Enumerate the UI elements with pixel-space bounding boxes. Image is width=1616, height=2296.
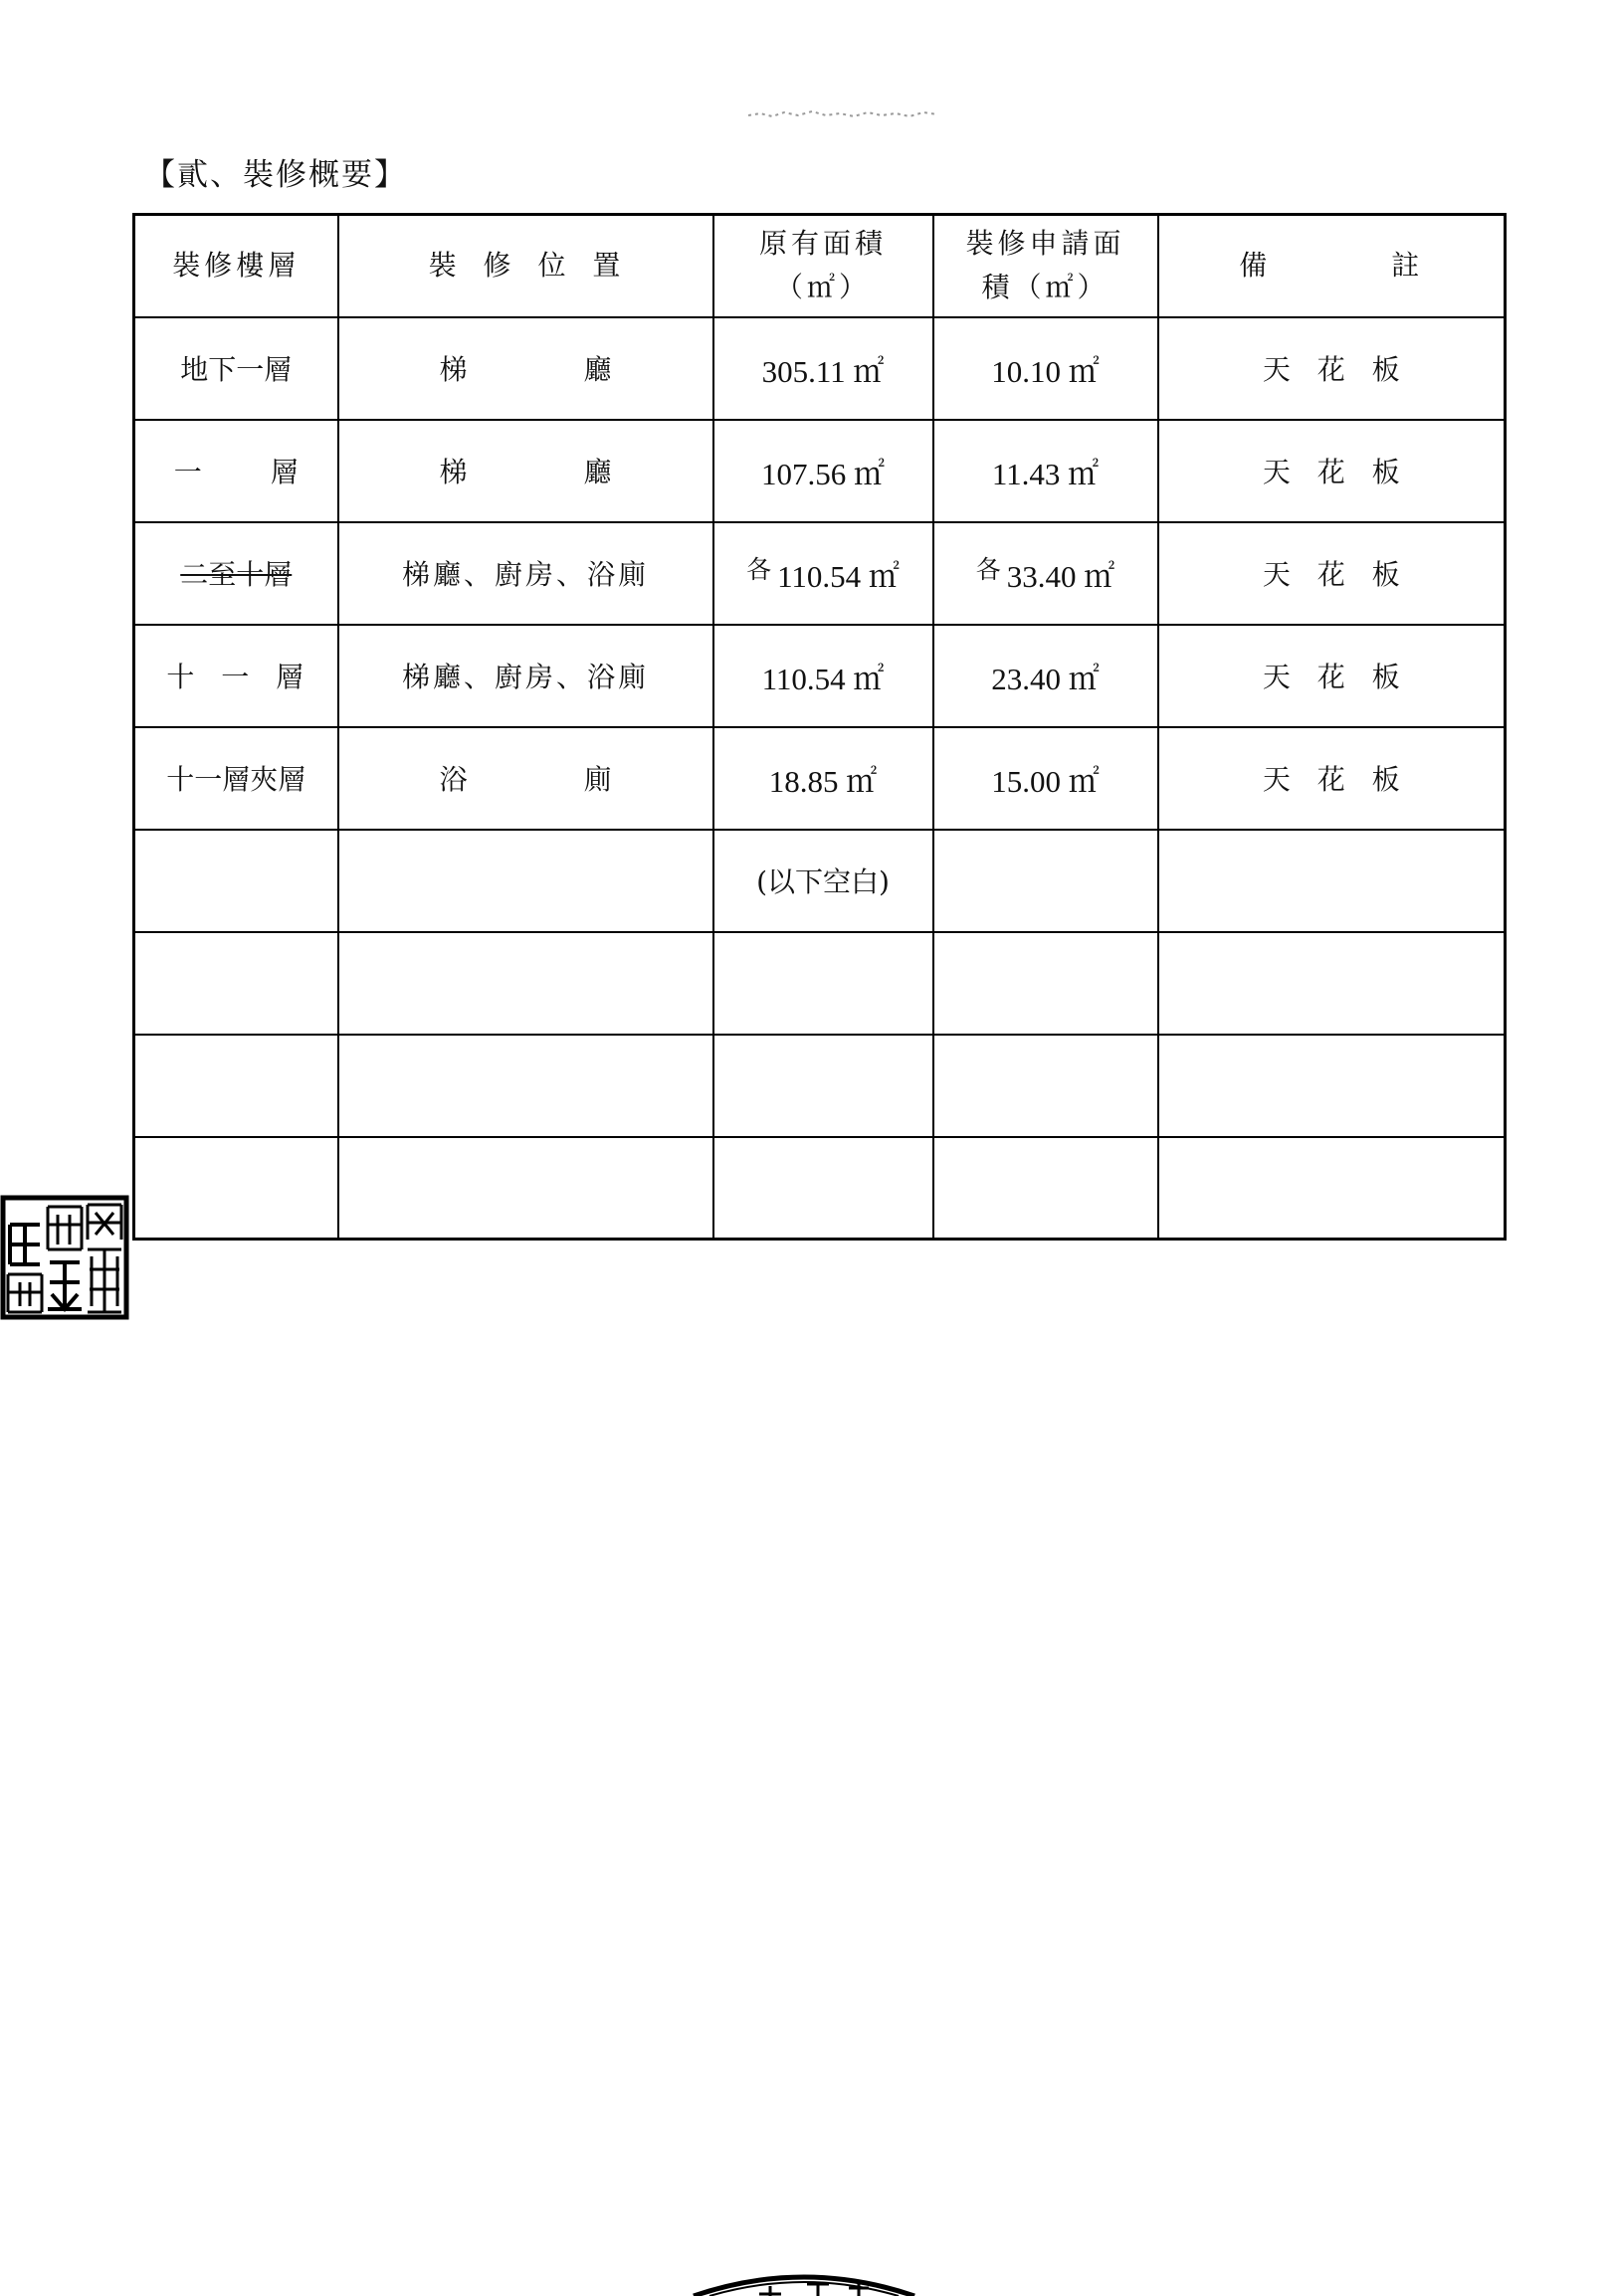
original-area-value: 107.56 ㎡ [761, 456, 885, 491]
empty-cell [933, 830, 1158, 932]
remark-cell [1158, 522, 1506, 625]
empty-cell [933, 1137, 1158, 1240]
floor-cell [134, 317, 338, 420]
remark-cell [1158, 727, 1506, 830]
empty-cell [713, 1035, 933, 1137]
header-original-area-line2: （㎡） [774, 271, 871, 304]
applied-area-cell [933, 625, 1158, 727]
original-area-cell [713, 420, 933, 522]
header-remark-label: 備 註 [1239, 249, 1424, 283]
floor-text: 十一層夾層 [166, 763, 306, 796]
empty-cell [338, 1137, 713, 1240]
location-text: 梯 廳 [439, 353, 612, 386]
empty-cell [933, 932, 1158, 1035]
table-row-empty [134, 1137, 1506, 1240]
empty-cell [933, 1035, 1158, 1137]
original-area-value: 110.54 ㎡ [761, 661, 885, 696]
original-area-cell [713, 727, 933, 830]
empty-cell [134, 830, 338, 932]
applied-area-value: 15.00 ㎡ [991, 763, 1100, 799]
location-text: 浴 廁 [439, 763, 612, 796]
remark-text: 天 花 板 [1262, 456, 1400, 488]
header-original-area [713, 215, 933, 317]
location-cell [338, 317, 713, 420]
empty-cell [1158, 1035, 1506, 1137]
floor-text: 一 層 [173, 456, 299, 488]
blank-note-text: (以下空白) [756, 865, 890, 898]
empty-cell [1158, 830, 1506, 932]
header-applied-area [933, 215, 1158, 317]
header-location [338, 215, 713, 317]
table-row-empty [134, 1035, 1506, 1137]
location-cell [338, 522, 713, 625]
bottom-seal-partial [690, 2264, 918, 2296]
header-applied-area-line1: 裝修申請面 [965, 227, 1125, 261]
blank-note-cell [713, 830, 933, 932]
floor-text: 十 一 層 [166, 661, 306, 693]
table-row-blank-note [134, 830, 1506, 932]
empty-cell [338, 830, 713, 932]
applied-area-cell [933, 420, 1158, 522]
table-row [134, 727, 1506, 830]
original-area-cell [713, 317, 933, 420]
empty-cell [338, 1035, 713, 1137]
floor-cell [134, 522, 338, 625]
renovation-summary-table [132, 213, 1507, 1241]
official-seal-stamp [0, 1195, 129, 1320]
empty-cell [134, 1035, 338, 1137]
header-row [134, 215, 1506, 317]
original-area-value: 110.54 ㎡ [777, 558, 900, 594]
header-original-area-line1: 原有面積 [758, 227, 887, 261]
empty-cell [134, 1137, 338, 1240]
empty-cell [1158, 932, 1506, 1035]
empty-cell [713, 932, 933, 1035]
original-area-value: 305.11 ㎡ [761, 353, 885, 389]
header-applied-area-line2: 積（㎡） [981, 271, 1110, 304]
empty-cell [1158, 1137, 1506, 1240]
table-row [134, 420, 1506, 522]
original-area-cell [713, 522, 933, 625]
table-row [134, 625, 1506, 727]
empty-cell [338, 932, 713, 1035]
floor-cell [134, 625, 338, 727]
header-location-label: 裝 修 位 置 [428, 249, 623, 283]
applied-area-value: 23.40 ㎡ [991, 661, 1100, 696]
remark-text: 天 花 板 [1262, 558, 1400, 591]
location-text: 梯廳、廚房、浴廁 [401, 661, 649, 693]
applied-area-prefix: 各 [975, 554, 1001, 584]
location-cell [338, 420, 713, 522]
applied-area-cell [933, 317, 1158, 420]
table-row [134, 522, 1506, 625]
empty-cell [134, 932, 338, 1035]
remark-cell [1158, 317, 1506, 420]
location-cell [338, 727, 713, 830]
floor-text: 地下一層 [180, 353, 293, 386]
floor-cell [134, 420, 338, 522]
remark-cell [1158, 420, 1506, 522]
location-text: 梯廳、廚房、浴廁 [401, 558, 649, 591]
remark-text: 天 花 板 [1262, 661, 1400, 693]
location-cell [338, 625, 713, 727]
applied-area-value: 10.10 ㎡ [991, 353, 1100, 389]
table-row [134, 317, 1506, 420]
table-row-empty [134, 932, 1506, 1035]
location-text: 梯 廳 [439, 456, 612, 488]
scan-noise-mark [748, 105, 937, 123]
applied-area-value: 33.40 ㎡ [1006, 558, 1115, 594]
remark-text: 天 花 板 [1262, 763, 1400, 796]
original-area-value: 18.85 ㎡ [768, 763, 878, 799]
empty-cell [713, 1137, 933, 1240]
remark-text: 天 花 板 [1262, 353, 1400, 386]
header-floor-label: 裝修樓層 [172, 249, 301, 283]
original-area-prefix: 各 [746, 554, 772, 584]
original-area-cell [713, 625, 933, 727]
floor-cell [134, 727, 338, 830]
applied-area-cell [933, 522, 1158, 625]
section-title: 【貳、裝修概要】 [144, 157, 407, 193]
floor-text: 二至十層 [180, 558, 293, 591]
applied-area-value: 11.43 ㎡ [991, 456, 1100, 491]
header-floor [134, 215, 338, 317]
applied-area-cell [933, 727, 1158, 830]
header-remark [1158, 215, 1506, 317]
remark-cell [1158, 625, 1506, 727]
